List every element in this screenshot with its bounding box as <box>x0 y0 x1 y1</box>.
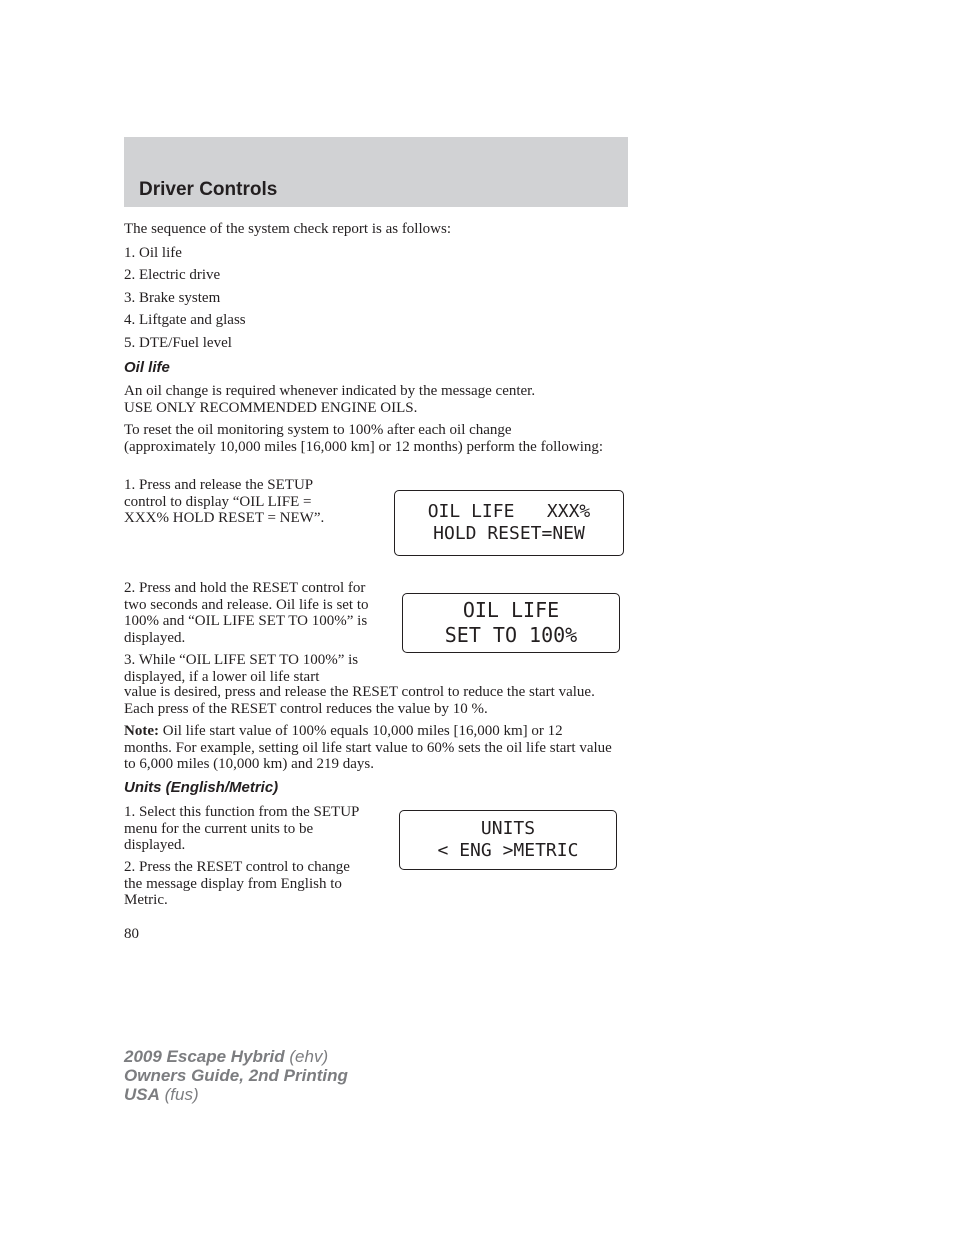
list-item: 3. Brake system <box>124 290 221 306</box>
page-number: 80 <box>124 926 139 942</box>
section-title: Driver Controls <box>139 179 278 200</box>
footer-line: Owners Guide, 2nd Printing <box>124 1066 348 1085</box>
oil-life-paragraph-line: An oil change is required whenever indicated by the message center. <box>124 383 536 399</box>
oil-life-step-3-line: 3. While “OIL LIFE SET TO 100%” is displayed, if a lower oil life start <box>124 652 359 685</box>
display-line: SET TO 100% <box>444 623 578 647</box>
list-item: 2. Electric drive <box>124 267 221 283</box>
units-step-1: 1. Select this function from the SETUP menu for the current units to be displayed. <box>124 804 359 853</box>
list-item: 5. DTE/Fuel level <box>124 335 232 351</box>
message-center-display-oil-life-set <box>402 593 620 653</box>
note-text: Oil life start value of 100% equals 10,000 miles [16,000 km] or 12 months. For example, setting oil life start value to 60% sets the oil life start value to 6,000 miles (10,000 km) and 219 days. <box>124 723 612 772</box>
units-step-2: 2. Press the RESET control to change the message display from English to Metric. <box>124 859 350 908</box>
oil-life-reset-paragraph: To reset the oil monitoring system to 100% after each oil change (approximately 10,000 miles [16,000 km] or 12 months) perform the following: <box>124 422 604 455</box>
footer-line <box>124 1085 348 1104</box>
footer-market: USA <box>124 1085 160 1104</box>
display-line: < ENG >METRIC <box>437 840 579 861</box>
list-item: 4. Liftgate and glass <box>124 312 246 328</box>
section-header-band <box>124 137 628 207</box>
oil-life-paragraph-line: USE ONLY RECOMMENDED ENGINE OILS. <box>124 400 418 416</box>
list-item: 1. Oil life <box>124 245 182 261</box>
display-line: OIL LIFE XXX% <box>427 500 591 522</box>
oil-life-step-3-continued: value is desired, press and release the RESET control to reduce the start value. Each press of the RESET control reduces the value by 10 %. <box>124 684 595 717</box>
display-line: UNITS <box>480 817 536 839</box>
footer-line <box>124 1047 348 1066</box>
message-center-display-oil-life-reset <box>394 490 624 556</box>
oil-life-step-1: 1. Press and release the SETUP control to display “OIL LIFE = XXX% HOLD RESET = NEW”. <box>124 477 325 526</box>
oil-life-step-2: 2. Press and hold the RESET control for two seconds and release. Oil life is set to 100% and “OIL LIFE SET TO 100%” is displayed. <box>124 580 369 646</box>
intro-text: The sequence of the system check report is as follows: <box>124 221 451 237</box>
display-line: HOLD RESET=NEW <box>433 523 585 544</box>
oil-life-heading: Oil life <box>124 359 170 376</box>
units-heading: Units (English/Metric) <box>124 779 279 796</box>
oil-life-note <box>124 723 614 773</box>
footer-model-code: (ehv) <box>284 1047 329 1066</box>
footer-market-code: (fus) <box>159 1085 199 1104</box>
note-label: Note: <box>124 723 159 739</box>
display-line: OIL LIFE <box>462 598 560 622</box>
message-center-display-units <box>399 810 617 870</box>
document-footer <box>124 1047 348 1104</box>
footer-model: 2009 Escape Hybrid <box>124 1047 285 1066</box>
